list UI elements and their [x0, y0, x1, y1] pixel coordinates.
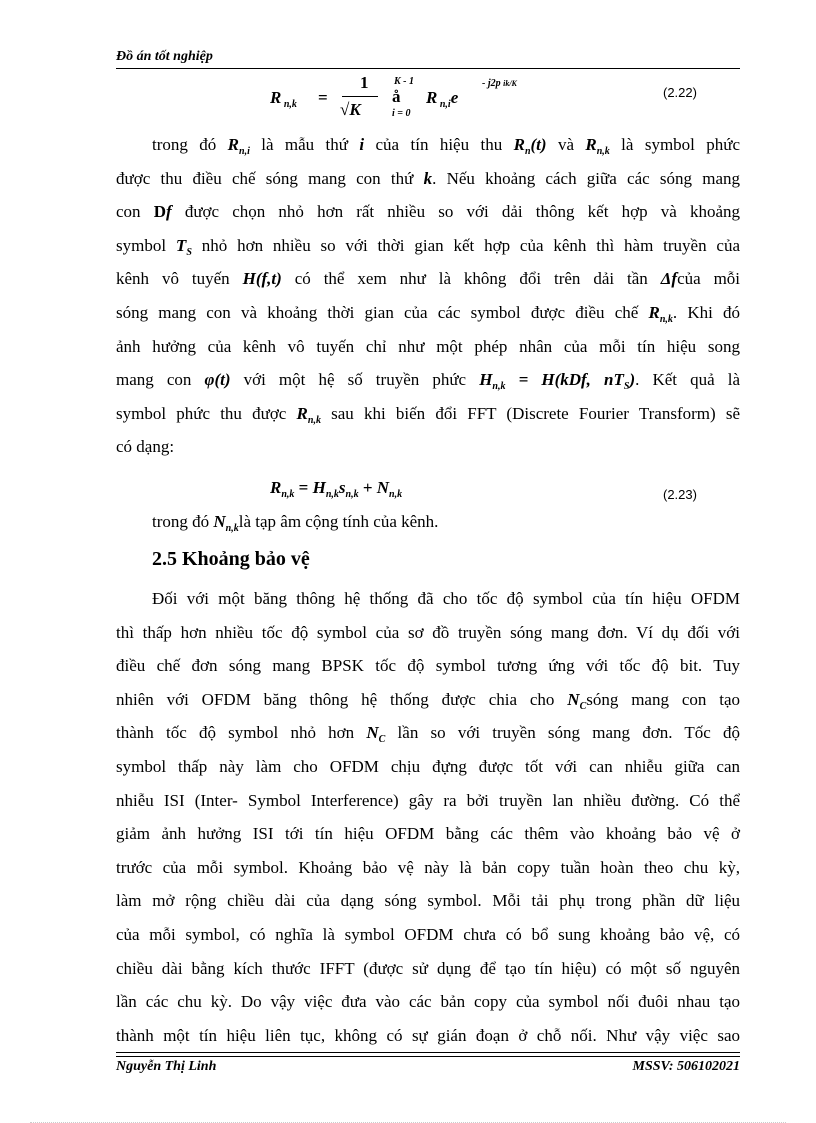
equation-number: (2.23) [663, 487, 697, 502]
footer-student-id: MSSV: 506102021 [632, 1059, 740, 1074]
math-R-n-t: $R_n(t)$ [513, 135, 547, 157]
math-N-n-k: $N_{n,k}$ [213, 512, 239, 534]
text-run: trong đó [152, 512, 210, 531]
footer-rule [116, 1056, 740, 1057]
text-run: được thu điều chế sóng mang con thứ [116, 168, 414, 188]
text-run: sóng mang con tạo [586, 689, 740, 709]
math-Ts: $T_S$ [175, 235, 192, 258]
math-H-nk-eq: $H_{n,k} = H(kDf$, $nT_S$) [479, 370, 636, 393]
text-run: trong đó [152, 135, 217, 154]
text-line: làm mở rộng chiều dài của dạng sóng symbol. Mỗi tải phụ trong phần dữ liệu [116, 891, 740, 911]
text-line: Đối với một băng thông hệ thống đã cho tốc độ symbol của tín hiệu OFDM [152, 589, 740, 608]
text-line: của mỗi symbol, có nghĩa là symbol OFDM chưa có bổ sung khoảng bảo vệ, có [116, 924, 740, 944]
text-line: thành một tín hiệu liên tục, không có sự gián đoạn ở chỗ nối. Như vậy việc sao [116, 1025, 740, 1045]
eq-2-23-body: $R_{n,k} = H_{n,k}s_{n,k} + N_{n,k}$ [270, 478, 403, 500]
math-R-n-k: $R_{n,k}$ [296, 403, 321, 426]
text-run: con [116, 202, 141, 222]
text-line: symbol thấp này làm cho OFDM chịu đựng được tốt với can nhiễu giữa can [116, 756, 740, 776]
text-run: mang con [116, 370, 192, 390]
text-run: sau khi biến đổi FFT (Discrete Fourier Transform) sẽ [331, 403, 741, 423]
header-rule [116, 68, 740, 69]
text-run: của mỗi [677, 269, 741, 289]
math-Df: Df [153, 202, 172, 222]
math-R-n-k: $R_{n,k}$ [648, 302, 673, 325]
text-line: trước của mỗi symbol. Khoảng bảo vệ này là bản copy tuần hoàn theo chu kỳ, [116, 857, 740, 877]
text-run: nhiên với OFDM băng thông hệ thống được chia cho [116, 689, 555, 709]
eq-equals: = [318, 88, 328, 107]
math-delta-f: Δf [660, 269, 678, 289]
text-line: thì thấp hơn nhiều tốc độ symbol của sơ đồ truyền sóng mang đơn. Ví dụ đối với [116, 622, 740, 642]
text-run: có thể xem như là không đổi trên dải tần [294, 269, 648, 289]
text-line: giảm ảnh hưởng ISI tới tín hiệu OFDM bằng các thêm vào khoảng bảo vệ ở [116, 824, 740, 844]
math-phi-t: φ(t) [204, 370, 231, 390]
fraction-bar [342, 96, 378, 97]
text-line: lần các chu kỳ. Do vậy việc đưa vào các bản copy của symbol nối đuôi nhau tạo [116, 992, 740, 1012]
paragraph-3 [116, 582, 740, 1052]
text-line: ảnh hưởng của kênh vô tuyến chỉ như một phép nhân của mỗi tín hiệu song [116, 336, 740, 356]
text-run: là symbol phức [621, 135, 741, 154]
text-run: thành tốc độ symbol nhỏ hơn [116, 723, 355, 743]
text-run: sóng mang con và khoảng thời gian của các symbol được điều chế [116, 302, 639, 322]
text-run: . Khi đó [672, 302, 741, 322]
text-run: được chọn nhỏ hơn rất nhiều so với dải thông kết hợp và khoảng [184, 202, 740, 222]
text-line: điều chế đơn sóng mang BPSK tốc độ symbol tương ứng với tốc độ bit. Tuy [116, 656, 740, 676]
eq-sum-lower: i = 0 [392, 108, 411, 119]
math-i: i [359, 135, 365, 154]
text-run: và [557, 135, 574, 154]
text-run: nhỏ hơn nhiều so với thời gian kết hợp của kênh thì hàm truyền của [201, 235, 741, 255]
eq-numerator: 1 [360, 73, 369, 92]
text-run: symbol phức thu được [116, 403, 287, 423]
text-run: . Kết quả là [635, 370, 740, 390]
math-H-f-t: H(f,t) [242, 269, 282, 289]
page-header-title: Đồ án tốt nghiệp [116, 49, 213, 64]
text-run: là mẫu thứ [261, 135, 348, 154]
text-line: có dạng: [116, 437, 175, 457]
text-line: chiều dài bằng kích thước IFFT (được sử dụng để tạo tín hiệu) có một số nguyên [116, 958, 740, 978]
footer-rule [116, 1052, 740, 1053]
paragraph-2 [116, 505, 740, 539]
eq-denominator: √K [340, 100, 361, 119]
text-run: symbol [116, 235, 167, 255]
sum-symbol: å [392, 87, 401, 106]
eq-exponent: - j2p ik/K [482, 78, 517, 89]
eq-lhs: R $_{n,k}$ [270, 88, 297, 110]
math-Nc: $N_C$ [366, 723, 386, 746]
eq-term: R $_{n,i}$e [426, 88, 459, 110]
text-run: là tạp âm cộng tính của kênh. [238, 512, 439, 531]
math-R-n-k: $R_{n,k}$ [585, 135, 610, 157]
text-run: của tín hiệu thu [375, 135, 503, 154]
text-run: kênh vô tuyến [116, 269, 230, 289]
text-run: với một hệ số truyền phức [243, 370, 467, 390]
text-line: nhiễu ISI (Inter- Symbol Interference) gây ra bởi truyền lan nhiều đường. Có thể [116, 790, 740, 810]
equation-number: (2.22) [663, 85, 697, 100]
math-k: k [423, 168, 433, 188]
section-heading: 2.5 Khoảng bảo vệ [152, 548, 310, 570]
eq-sum-upper: K - 1 [394, 76, 414, 87]
text-run: . Nếu khoảng cách giữa các sóng mang [432, 168, 741, 188]
text-run: lần so với truyền sóng mang đơn. Tốc độ [397, 723, 741, 743]
paragraph-1 [116, 128, 740, 464]
footer-author: Nguyễn Thị Linh [116, 1059, 217, 1074]
math-Nc: $N_C$ [567, 689, 587, 712]
math-R-n-i: $R_{n,i}$ [227, 135, 250, 157]
